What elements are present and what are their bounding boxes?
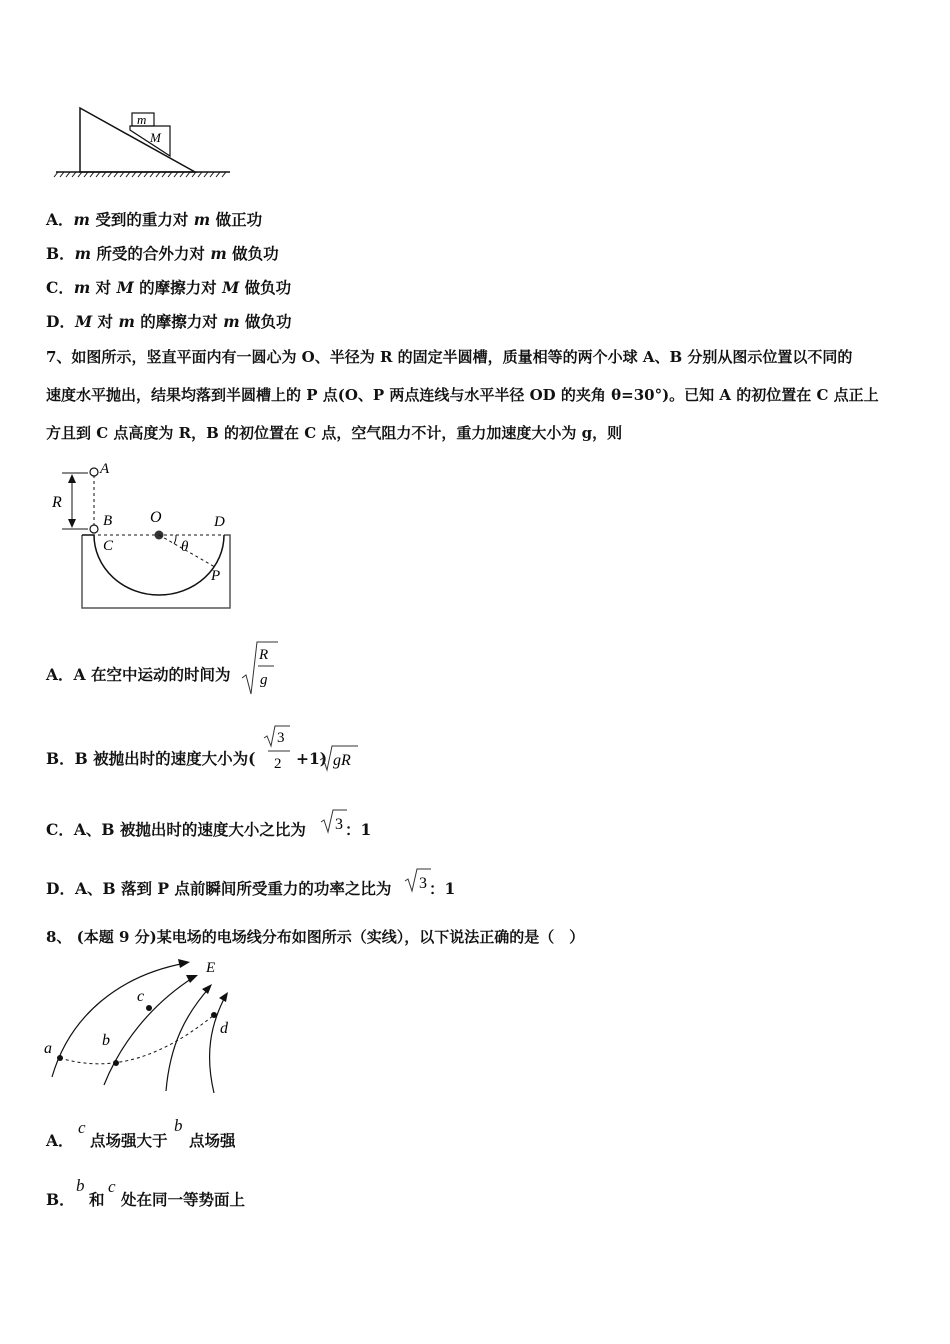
label-R: R — [52, 494, 62, 511]
q7-option-b-tail: +1) — [296, 749, 328, 768]
sqrt-r-over-g — [240, 638, 280, 698]
incline-figure — [50, 100, 240, 180]
label-P: P — [211, 568, 221, 584]
semicircle-groove-figure — [48, 455, 238, 615]
svg-text:3: 3 — [335, 816, 343, 833]
q8-b-var-b: b — [76, 1176, 85, 1195]
q6-option-d[interactable]: D．M 对 m 的摩擦力对 m 做负功 — [46, 312, 292, 331]
label-C: C — [103, 538, 114, 554]
q8-option-a[interactable]: A． — [46, 1131, 74, 1150]
q8-a-var-b: b — [174, 1116, 183, 1135]
q8-option-b[interactable]: B． — [46, 1190, 75, 1209]
label-m: m — [137, 112, 147, 127]
label-c: c — [137, 988, 145, 1005]
label-E: E — [206, 960, 216, 976]
q7-stem-line1: 7、如图所示，竖直平面内有一圆心为 O、半径为 R 的固定半圆槽，质量相等的两个小球 A、B 分别从图示位置以不同的 — [46, 348, 853, 366]
q6-option-c[interactable]: C．m 对 M 的摩擦力对 M 做负功 — [46, 278, 292, 297]
label-A: A — [100, 461, 110, 477]
label-a: a — [44, 1040, 52, 1057]
q7-option-d-tail: ：1 — [429, 879, 456, 898]
q7-option-a[interactable]: A．A 在空中运动的时间为 — [46, 665, 231, 684]
svg-text:g: g — [260, 672, 268, 688]
q8-a-text2: 点场强 — [189, 1131, 236, 1150]
label-b: b — [102, 1032, 110, 1049]
sqrt-gR — [318, 744, 360, 772]
svg-text:R: R — [259, 647, 269, 663]
label-D: D — [214, 514, 225, 530]
label-O: O — [150, 509, 162, 526]
fraction-sqrt3-over-2 — [262, 724, 296, 774]
q7-option-c-tail: ：1 — [345, 820, 372, 839]
q8-a-text1: 点场强大于 — [90, 1131, 168, 1150]
q8-stem: 8、 (本题 9 分)某电场的电场线分布如图所示（实线），以下说法正确的是（ ） — [46, 928, 585, 946]
label-M: M — [150, 130, 161, 145]
q7-stem-line2: 速度水平抛出，结果均落到半圆槽上的 P 点(O、P 两点连线与水平半径 OD 的夹角 θ=30°)。已知 A 的初位置在 C 点正上 — [46, 386, 879, 404]
label-d: d — [220, 1020, 228, 1037]
q7-option-d[interactable]: D．A、B 落到 P 点前瞬间所受重力的功率之比为 — [46, 879, 392, 898]
q8-b-var-c: c — [108, 1177, 116, 1196]
q8-b-text2: 处在同一等势面上 — [121, 1190, 246, 1209]
q7-stem-line3: 方且到 C 点高度为 R，B 的初位置在 C 点，空气阻力不计，重力加速度大小为 g，则 — [46, 424, 623, 442]
q8-b-text1: 和 — [89, 1190, 105, 1209]
electric-field-figure — [40, 955, 250, 1095]
q8-a-var-c: c — [78, 1118, 86, 1137]
label-theta: θ — [181, 539, 189, 555]
svg-text:3: 3 — [277, 730, 285, 746]
q7-option-c[interactable]: C．A、B 被抛出时的速度大小之比为 — [46, 820, 306, 839]
q6-option-a[interactable]: A．m 受到的重力对 m 做正功 — [46, 210, 263, 229]
svg-text:2: 2 — [274, 756, 282, 772]
svg-text:3: 3 — [419, 875, 427, 892]
label-B: B — [103, 513, 113, 529]
svg-text:gR: gR — [333, 752, 351, 769]
q7-option-b[interactable]: B．B 被抛出时的速度大小为( — [46, 749, 256, 768]
q6-option-b[interactable]: B．m 所受的合外力对 m 做负功 — [46, 244, 279, 263]
